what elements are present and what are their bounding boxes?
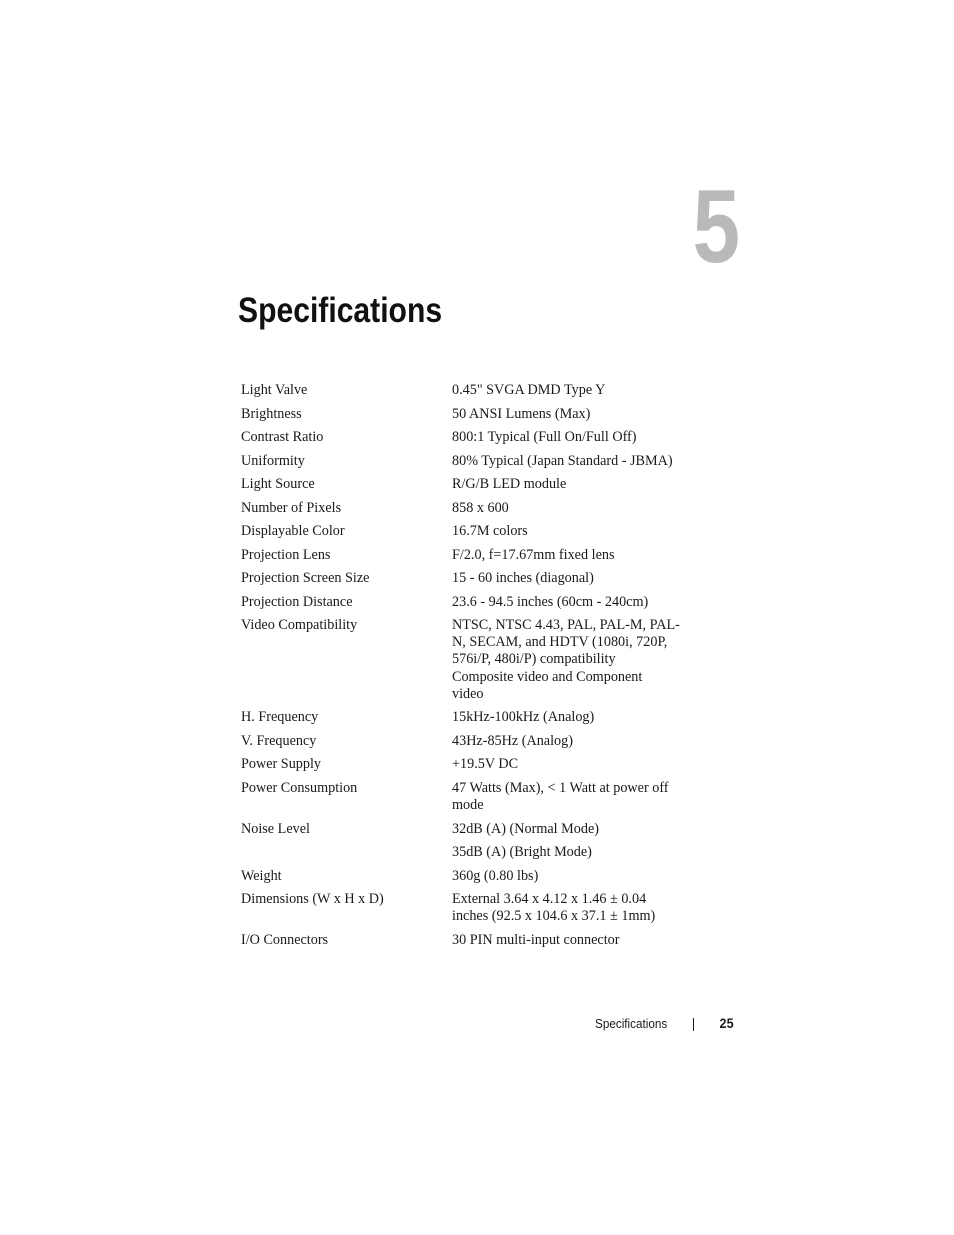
spec-label: Number of Pixels <box>241 499 342 516</box>
spec-value-line: 50 ANSI Lumens (Max) <box>452 405 591 422</box>
spec-value-line: 576i/P, 480i/P) compatibility <box>452 651 616 668</box>
spec-label: Weight <box>241 867 282 884</box>
spec-value <box>452 476 686 500</box>
spec-row <box>241 756 686 780</box>
spec-value-line: N, SECAM, and HDTV (1080i, 720P, <box>452 634 668 651</box>
spec-row <box>241 547 686 571</box>
spec-label: Brightness <box>241 405 302 422</box>
spec-value <box>452 821 686 845</box>
spec-label: Power Consumption <box>241 779 358 796</box>
spec-value-line: Composite video and Component <box>452 668 643 685</box>
spec-value <box>452 932 686 956</box>
spec-row <box>241 523 686 547</box>
spec-row <box>241 453 686 477</box>
spec-row <box>241 868 686 892</box>
spec-value <box>452 891 686 932</box>
spec-label: Light Valve <box>241 382 308 398</box>
spec-row <box>241 821 686 845</box>
spec-value <box>452 429 686 453</box>
chapter-title: Specifications <box>238 291 443 330</box>
spec-value <box>452 523 686 547</box>
spec-label: Projection Distance <box>241 593 353 610</box>
specifications-table-body <box>241 382 686 955</box>
spec-value-line: 47 Watts (Max), < 1 Watt at power off <box>452 779 669 796</box>
spec-value <box>452 500 686 524</box>
spec-label <box>241 844 452 868</box>
spec-value <box>452 733 686 757</box>
spec-value <box>452 570 686 594</box>
page-number: 25 <box>719 1015 734 1031</box>
spec-value-line: NTSC, NTSC 4.43, PAL, PAL-M, PAL- <box>452 617 680 633</box>
spec-value-line: inches (92.5 x 104.6 x 37.1 ± 1mm) <box>452 908 656 925</box>
footer-section-title: Specifications <box>594 1016 667 1031</box>
spec-value <box>452 547 686 571</box>
spec-row <box>241 382 686 406</box>
spec-value-line: +19.5V DC <box>452 756 519 773</box>
spec-value-line: mode <box>452 797 484 814</box>
spec-value <box>452 406 686 430</box>
spec-label: Displayable Color <box>241 523 345 539</box>
spec-value-line: 15kHz-100kHz (Analog) <box>452 709 595 726</box>
spec-row <box>241 500 686 524</box>
spec-label: Dimensions (W x H x D) <box>241 891 384 908</box>
footer-separator <box>693 1018 694 1031</box>
spec-row <box>241 932 686 956</box>
spec-label: Light Source <box>241 476 315 492</box>
spec-label: Uniformity <box>241 452 305 469</box>
spec-label: Contrast Ratio <box>241 429 324 445</box>
spec-label: V. Frequency <box>241 732 317 749</box>
spec-label: Projection Lens <box>241 546 331 563</box>
spec-row <box>241 476 686 500</box>
spec-row <box>241 594 686 618</box>
spec-value <box>452 844 686 868</box>
spec-value-line: F/2.0, f=17.67mm fixed lens <box>452 546 615 563</box>
spec-value-line: 80% Typical (Japan Standard - JBMA) <box>452 452 673 469</box>
spec-value-line: 32dB (A) (Normal Mode) <box>452 820 599 837</box>
spec-label: I/O Connectors <box>241 931 329 948</box>
spec-row <box>241 780 686 821</box>
spec-label: H. Frequency <box>241 709 319 726</box>
spec-value <box>452 594 686 618</box>
spec-value <box>452 382 686 406</box>
spec-value-line: 35dB (A) (Bright Mode) <box>452 844 592 861</box>
spec-row <box>241 406 686 430</box>
spec-row <box>241 570 686 594</box>
spec-value-line: 0.45" SVGA DMD Type Y <box>452 382 606 398</box>
spec-value <box>452 453 686 477</box>
chapter-number: 5 <box>692 169 740 285</box>
spec-row <box>241 733 686 757</box>
spec-label: Power Supply <box>241 756 322 773</box>
spec-row <box>241 709 686 733</box>
spec-label: Noise Level <box>241 820 310 837</box>
spec-label: Video Compatibility <box>241 617 358 633</box>
spec-value <box>452 617 686 709</box>
spec-row <box>241 891 686 932</box>
spec-value <box>452 709 686 733</box>
spec-value <box>452 868 686 892</box>
spec-value <box>452 756 686 780</box>
spec-row <box>241 429 686 453</box>
spec-value-line: 858 x 600 <box>452 499 509 516</box>
specifications-table <box>241 382 686 955</box>
spec-value-line: 360g (0.80 lbs) <box>452 867 539 884</box>
spec-row <box>241 844 686 868</box>
spec-value-line: 800:1 Typical (Full On/Full Off) <box>452 429 637 445</box>
spec-value-line: 23.6 - 94.5 inches (60cm - 240cm) <box>452 593 649 610</box>
spec-label: Projection Screen Size <box>241 570 370 586</box>
spec-value <box>452 780 686 821</box>
spec-value-line: 43Hz-85Hz (Analog) <box>452 732 573 749</box>
spec-value-line: R/G/B LED module <box>452 476 567 492</box>
spec-value-line: External 3.64 x 4.12 x 1.46 ± 0.04 <box>452 891 647 908</box>
spec-row <box>241 617 686 709</box>
spec-value-line: video <box>452 685 484 702</box>
spec-value-line: 16.7M colors <box>452 523 528 539</box>
page-footer <box>0 1015 954 1035</box>
spec-value-line: 15 - 60 inches (diagonal) <box>452 570 594 586</box>
spec-value-line: 30 PIN multi-input connector <box>452 931 620 948</box>
